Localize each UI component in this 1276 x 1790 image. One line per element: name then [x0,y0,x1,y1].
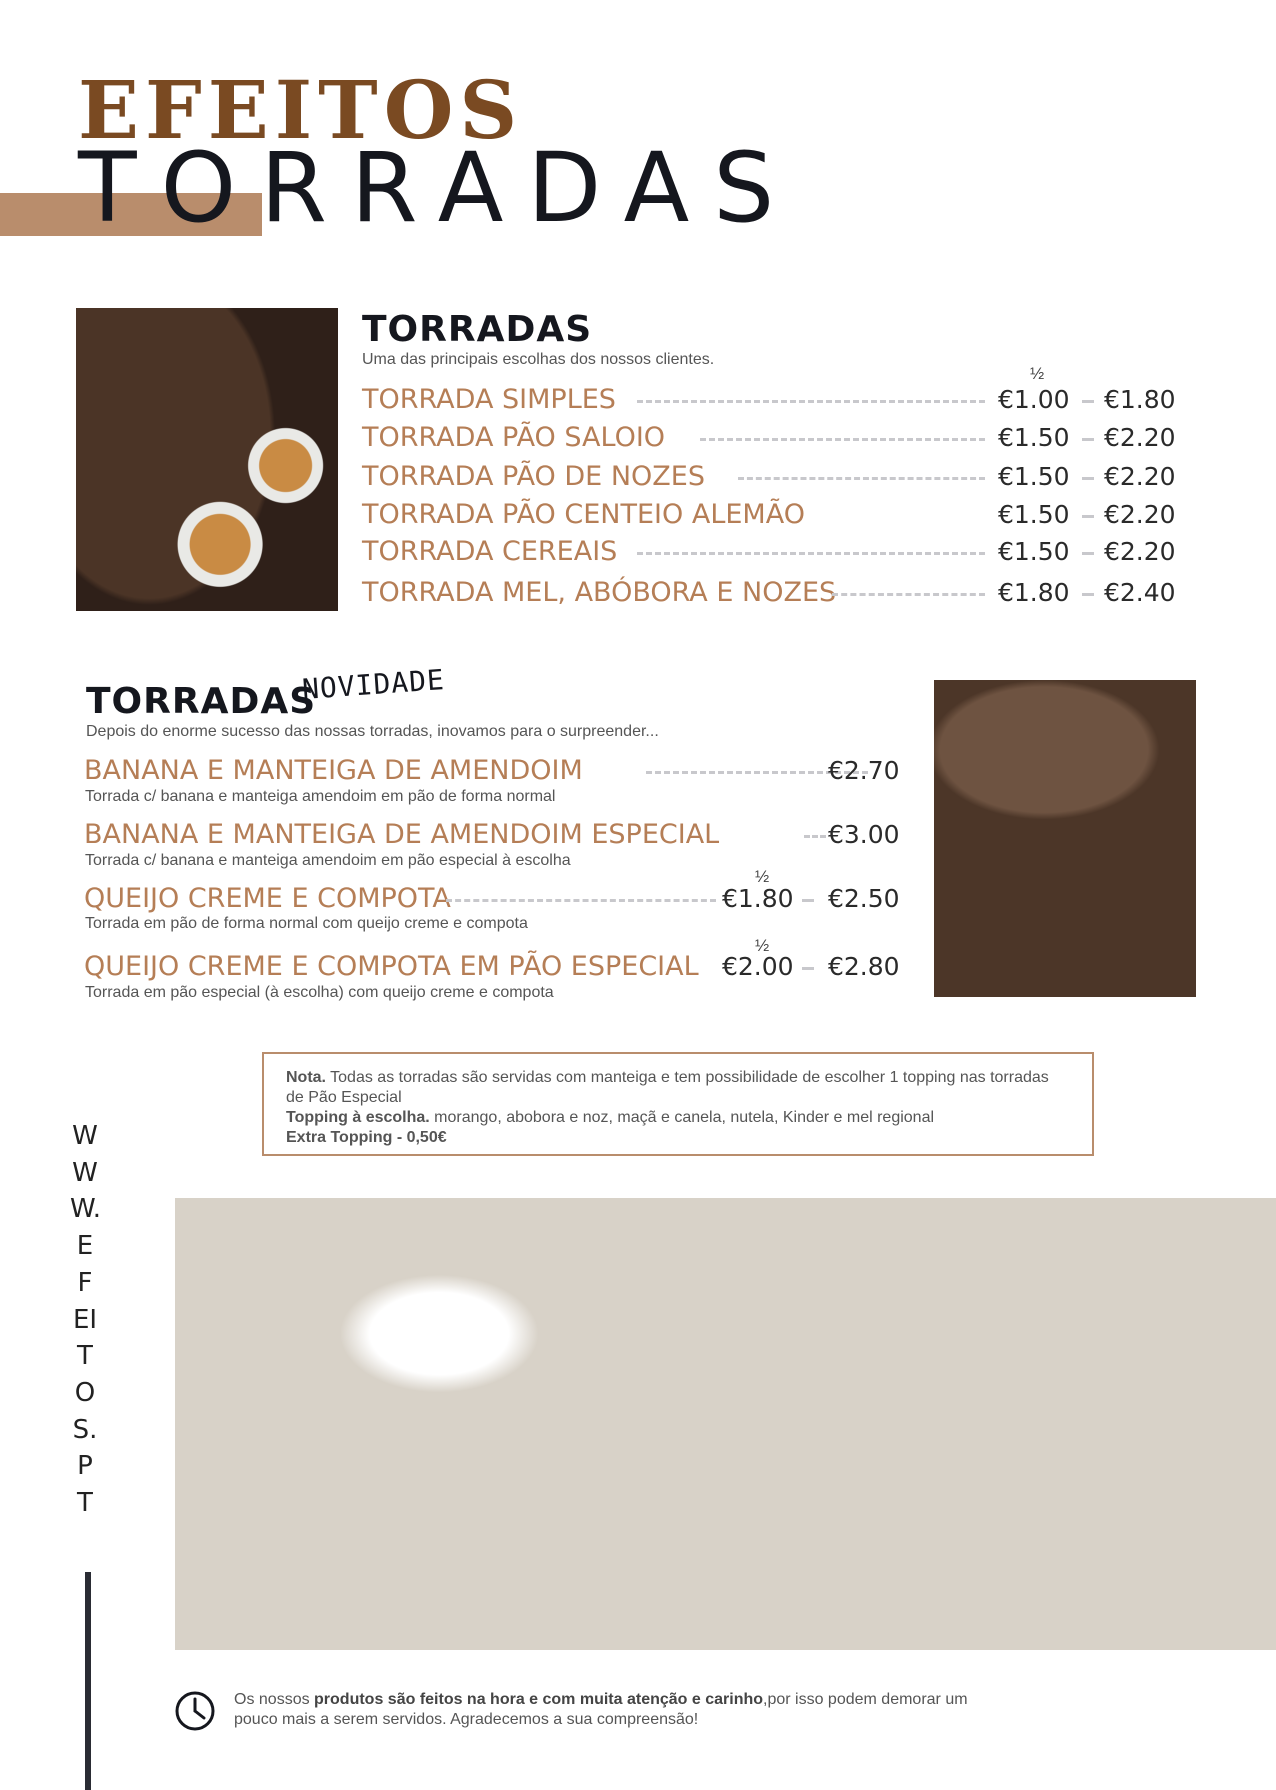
item-description: Torrada em pão de forma normal com queijo creme e compota [85,915,528,932]
half-price: €1.50 [998,500,1070,529]
extra-line [286,1128,1070,1148]
toast-photo-3 [175,1198,1276,1650]
section-subtitle: Depois do enorme sucesso das nossas torradas, inovamos para o surpreender... [86,723,659,740]
price-separator [1082,515,1094,518]
note-text: Todas as torradas são servidas com manteiga e tem possibilidade de escolher 1 topping nas torradas de Pão Especial [286,1069,1049,1106]
leader-dots [700,438,985,441]
menu-item [84,949,904,985]
half-price: €1.50 [998,537,1070,566]
menu-item [84,881,904,917]
item-name: TORRADA MEL, ABÓBORA E NOZES [362,577,837,608]
toast-photo-1 [76,308,338,611]
item-name: TORRADA SIMPLES [362,384,616,415]
half-price: €1.50 [998,462,1070,491]
website-url [70,1118,100,1522]
price-separator [1082,552,1094,555]
item-name: BANANA E MANTEIGA DE AMENDOIM [84,755,583,786]
price-separator [1082,438,1094,441]
item-price: €2.50 [828,884,900,913]
item-name: BANANA E MANTEIGA DE AMENDOIM ESPECIAL [84,819,720,850]
note-box [262,1052,1094,1156]
half-label: ½ [755,936,770,955]
item-description: Torrada c/ banana e manteiga amendoim em pão de forma normal [85,788,556,805]
menu-item [84,753,904,789]
note-label: Nota. [286,1069,326,1086]
price-separator [1082,477,1094,480]
price-separator [1082,593,1094,596]
leader-dots [637,552,985,555]
item-price: €2.70 [828,756,900,785]
menu-item [362,420,1182,456]
website-url-text: WWW.EFEITOS.PT [70,1121,101,1519]
item-name: TORRADA PÃO CENTEIO ALEMÃO [362,499,805,530]
half-price: €2.00 [722,952,794,981]
extra-topping: Extra Topping - 0,50€ [286,1129,447,1146]
note-line [286,1068,1070,1108]
menu-item [362,575,1182,611]
leader-dots [832,593,985,596]
menu-item [362,534,1182,570]
leader-dots [446,899,716,902]
half-price: €1.80 [722,884,794,913]
item-price: €1.80 [1104,385,1176,414]
novidade-tag: NOVIDADE [301,663,446,706]
item-name: TORRADA PÃO SALOIO [362,422,666,453]
clock-icon [174,1690,216,1732]
menu-item [84,817,904,853]
topping-label: Topping à escolha. [286,1109,430,1126]
half-price: €1.80 [998,578,1070,607]
leader-dots [738,477,985,480]
item-name: QUEIJO CREME E COMPOTA [84,883,451,914]
half-price: €1.50 [998,423,1070,452]
item-description: Torrada em pão especial (à escolha) com queijo creme e compota [85,984,554,1001]
side-accent-line [85,1572,91,1790]
price-separator [802,967,814,970]
item-price: €2.20 [1104,500,1176,529]
section-title-torradas: TORRADAS [362,309,593,350]
footer-text-after: ,por isso podem demorar um pouco mais a serem servidos. Agradecemos a sua compreensão! [234,1691,968,1728]
item-price: €2.40 [1104,578,1176,607]
item-name: QUEIJO CREME E COMPOTA EM PÃO ESPECIAL [84,951,699,982]
section-subtitle: Uma das principais escolhas dos nossos clientes. [362,351,715,368]
leader-dots [804,835,826,838]
item-price: €3.00 [828,820,900,849]
footer-note [234,1690,994,1730]
leader-dots [637,400,985,403]
item-price: €2.80 [828,952,900,981]
half-label: ½ [1030,364,1045,383]
menu-item [362,382,1182,418]
item-name: TORRADA PÃO DE NOZES [362,461,705,492]
half-price: €1.00 [998,385,1070,414]
item-description: Torrada c/ banana e manteiga amendoim em pão especial à escolha [85,852,571,869]
section-title-torradas-novidade: TORRADAS [86,681,317,722]
topping-text: morango, abobora e noz, maçã e canela, nutela, Kinder e mel regional [429,1109,935,1126]
menu-item [362,497,1182,533]
item-price: €2.20 [1104,462,1176,491]
page-title: TORRADAS [78,132,799,244]
toast-photo-2 [934,680,1196,997]
item-price: €2.20 [1104,537,1176,566]
price-separator [802,899,814,902]
price-separator [1082,400,1094,403]
topping-line [286,1108,1070,1128]
brand-name: EFEITOS [78,63,524,157]
menu-item [362,459,1182,495]
item-name: TORRADA CEREAIS [362,536,618,567]
item-price: €2.20 [1104,423,1176,452]
footer-text-before: Os nossos [234,1691,315,1708]
half-label: ½ [755,867,770,886]
footer-text-bold: produtos são feitos na hora e com muita atenção e carinho [314,1691,764,1708]
